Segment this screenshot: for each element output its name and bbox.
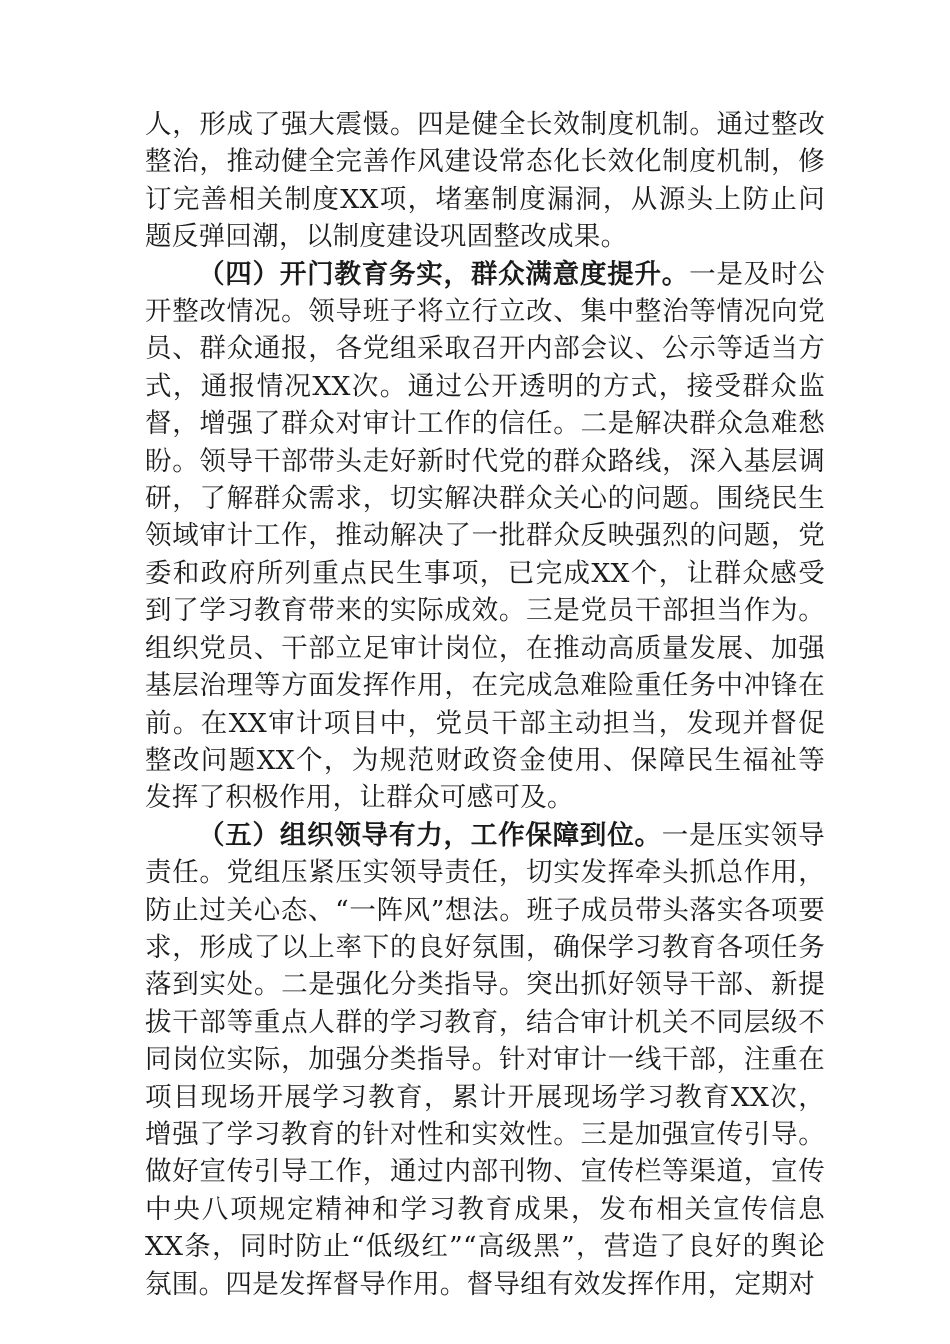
paragraph-section-four (145, 256, 825, 817)
paragraph-text: 一是压实领导责任。党组压紧压实领导责任，切实发挥牵头抓总作用，防止过关心态、“一阵风”想法。班子成员带头落实各项要求，形成了以上率下的良好氛围，确保学习教育各项任务落到实处。二是强化分类指导。突出抓好领导干部、新提拔干部等重点人群的学习教育，结合审计机关不同层级不同岗位实际，加强分类指导。针对审计一线干部，注重在项目现场开展学习教育，累计开展现场学习教育XX次，增强了学习教育的针对性和实效性。三是加强宣传引导。做好宣传引导工作，通过内部刊物、宣传栏等渠道，宣传中央八项规定精神和学习教育成果，发布相关宣传信息XX条，同时防止“低级红”“高级黑”，营造了良好的舆论氛围。四是发挥督导作用。督导组有效发挥作用，定期对 (145, 819, 825, 1300)
paragraph-text: 人，形成了强大震慑。四是健全长效制度机制。通过整改整治，推动健全完善作风建设常态化长效化制度机制，修订完善相关制度XX项，堵塞制度漏洞，从源头上防止问题反弹回潮，以制度建设巩固整改成果。 (145, 109, 825, 253)
document-page (145, 106, 825, 1303)
paragraph-section-five (145, 817, 825, 1303)
paragraph-continuation (145, 106, 825, 256)
section-heading-five: （五）组织领导有力，工作保障到位。 (198, 819, 662, 851)
section-heading-four: （四）开门教育务实，群众满意度提升。 (198, 258, 690, 290)
paragraph-text: 一是及时公开整改情况。领导班子将立行立改、集中整治等情况向党员、群众通报，各党组采取召开内部会议、公示等适当方式，通报情况XX次。通过公开透明的方式，接受群众监督，增强了群众对审计工作的信任。二是解决群众急难愁盼。领导干部带头走好新时代党的群众路线，深入基层调研，了解群众需求，切实解决群众关心的问题。围绕民生领域审计工作，推动解决了一批群众反映强烈的问题，党委和政府所列重点民生事项，已完成XX个，让群众感受到了学习教育带来的实际成效。三是党员干部担当作为。组织党员、干部立足审计岗位，在推动高质量发展、加强基层治理等方面发挥作用，在完成急难险重任务中冲锋在前。在XX审计项目中，党员干部主动担当，发现并督促整改问题XX个，为规范财政资金使用、保障民生福祉等发挥了积极作用，让群众可感可及。 (145, 258, 826, 814)
